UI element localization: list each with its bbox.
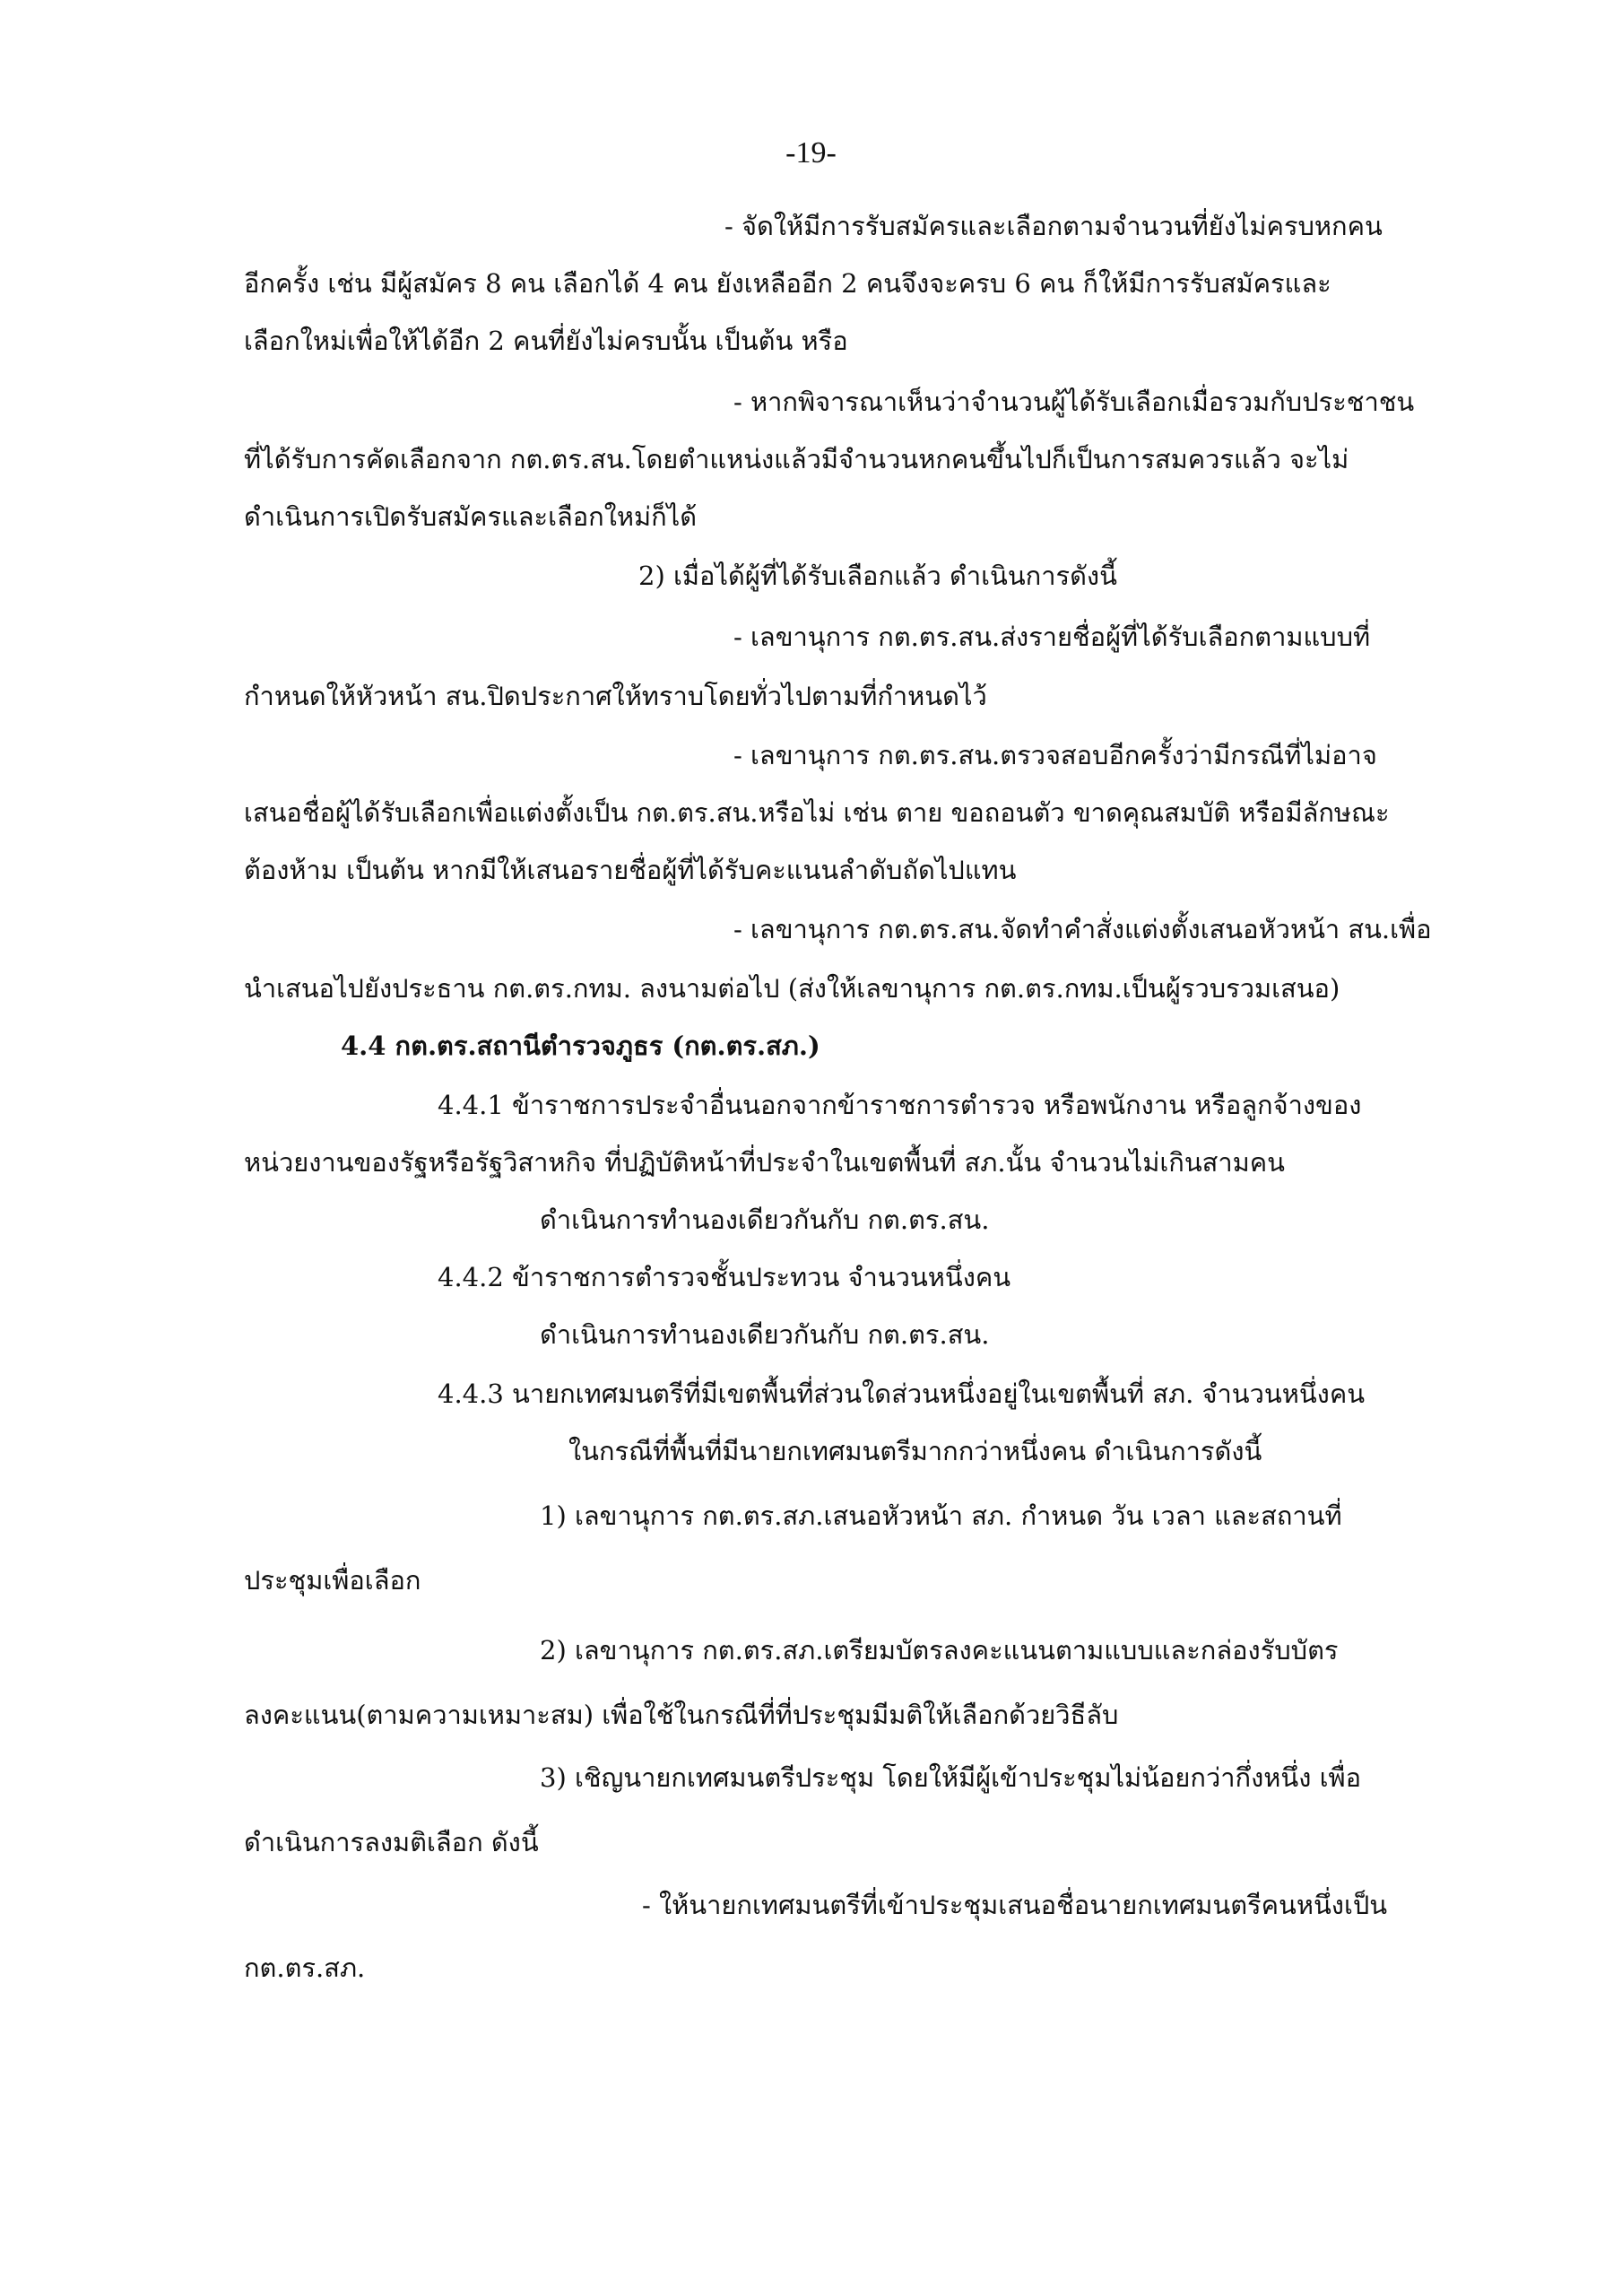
- text-line: ดำเนินการลงมติเลือก ดังนี้: [244, 1827, 539, 1857]
- text-line: 4.4.1 ข้าราชการประจำอื่นนอกจากข้าราชการตำรวจ หรือพนักงาน หรือลูกจ้างของ: [438, 1090, 1362, 1120]
- text-line: ดำเนินการทำนองเดียวกันกับ กต.ตร.สน.: [540, 1205, 990, 1235]
- text-line: กต.ตร.สภ.: [244, 1952, 366, 1983]
- text-line: 2) เมื่อได้ผู้ที่ได้รับเลือกแล้ว ดำเนินการดังนี้: [638, 561, 1117, 591]
- text-line: ลงคะแนน(ตามความเหมาะสม) เพื่อใช้ในกรณีที่ที่ประชุมมีมติให้เลือกด้วยวิธีลับ: [244, 1700, 1119, 1730]
- text-line: เลือกใหม่เพื่อให้ได้อีก 2 คนที่ยังไม่ครบนั้น เป็นต้น หรือ: [244, 326, 848, 356]
- text-line: 3) เชิญนายกเทศมนตรีประชุม โดยให้มีผู้เข้าประชุมไม่น้อยกว่ากึ่งหนึ่ง เพื่อ: [540, 1762, 1362, 1793]
- text-line: อีกครั้ง เช่น มีผู้สมัคร 8 คน เลือกได้ 4 คน ยังเหลืออีก 2 คนจึงจะครบ 6 คน ก็ให้มีการรับสมัครและ: [244, 268, 1331, 299]
- text-line: ที่ได้รับการคัดเลือกจาก กต.ตร.สน.โดยตำแหน่งแล้วมีจำนวนหกคนขึ้นไปก็เป็นการสมควรแล้ว จะไม่: [244, 444, 1349, 474]
- section-heading: 4.4 กต.ตร.สถานีตำรวจภูธร (กต.ตร.สภ.): [341, 1031, 820, 1061]
- text-line: - จัดให้มีการรับสมัครและเลือกตามจำนวนที่ยังไม่ครบหกคน: [724, 211, 1383, 241]
- page-number: -19-: [785, 136, 837, 170]
- text-line: นำเสนอไปยังประธาน กต.ตร.กทม. ลงนามต่อไป (ส่งให้เลขานุการ กต.ตร.กทม.เป็นผู้รวบรวมเสนอ): [244, 973, 1340, 1004]
- text-line: ต้องห้าม เป็นต้น หากมีให้เสนอรายชื่อผู้ที่ได้รับคะแนนลำดับถัดไปแทน: [244, 855, 1017, 885]
- text-line: ประชุมเพื่อเลือก: [244, 1565, 421, 1596]
- text-line: 2) เลขานุการ กต.ตร.สภ.เตรียมบัตรลงคะแนนตามแบบและกล่องรับบัตร: [540, 1635, 1339, 1665]
- text-line: เสนอชื่อผู้ได้รับเลือกเพื่อแต่งตั้งเป็น กต.ตร.สน.หรือไม่ เช่น ตาย ขอถอนตัว ขาดคุณสมบัติ หรือมีลักษณะ: [244, 797, 1390, 828]
- text-line: ในกรณีที่พื้นที่มีนายกเทศมนตรีมากกว่าหนึ่งคน ดำเนินการดังนี้: [568, 1436, 1262, 1466]
- text-line: ดำเนินการเปิดรับสมัครและเลือกใหม่ก็ได้: [244, 501, 698, 532]
- text-line: - เลขานุการ กต.ตร.สน.ส่งรายชื่อผู้ที่ได้รับเลือกตามแบบที่: [733, 622, 1371, 652]
- text-line: ดำเนินการทำนองเดียวกันกับ กต.ตร.สน.: [540, 1319, 990, 1350]
- text-line: - ให้นายกเทศมนตรีที่เข้าประชุมเสนอชื่อนายกเทศมนตรีคนหนึ่งเป็น: [642, 1890, 1388, 1920]
- text-line: - หากพิจารณาเห็นว่าจำนวนผู้ได้รับเลือกเมื่อรวมกับประชาชน: [733, 387, 1415, 417]
- text-line: หน่วยงานของรัฐหรือรัฐวิสาหกิจ ที่ปฏิบัติหน้าที่ประจำในเขตพื้นที่ สภ.นั้น จำนวนไม่เกินสามคน: [244, 1147, 1285, 1178]
- text-line: 4.4.2 ข้าราชการตำรวจชั้นประทวน จำนวนหนึ่งคน: [438, 1262, 1011, 1292]
- text-line: 4.4.3 นายกเทศมนตรีที่มีเขตพื้นที่ส่วนใดส่วนหนึ่งอยู่ในเขตพื้นที่ สภ. จำนวนหนึ่งคน: [438, 1378, 1366, 1409]
- text-line: 1) เลขานุการ กต.ตร.สภ.เสนอหัวหน้า สภ. กำหนด วัน เวลา และสถานที่: [540, 1500, 1342, 1531]
- text-line: กำหนดให้หัวหน้า สน.ปิดประกาศให้ทราบโดยทั่วไปตามที่กำหนดไว้: [244, 681, 987, 711]
- text-line: - เลขานุการ กต.ตร.สน.ตรวจสอบอีกครั้งว่ามีกรณีที่ไม่อาจ: [733, 740, 1377, 770]
- text-line: - เลขานุการ กต.ตร.สน.จัดทำคำสั่งแต่งตั้งเสนอหัวหน้า สน.เพื่อ: [733, 914, 1432, 944]
